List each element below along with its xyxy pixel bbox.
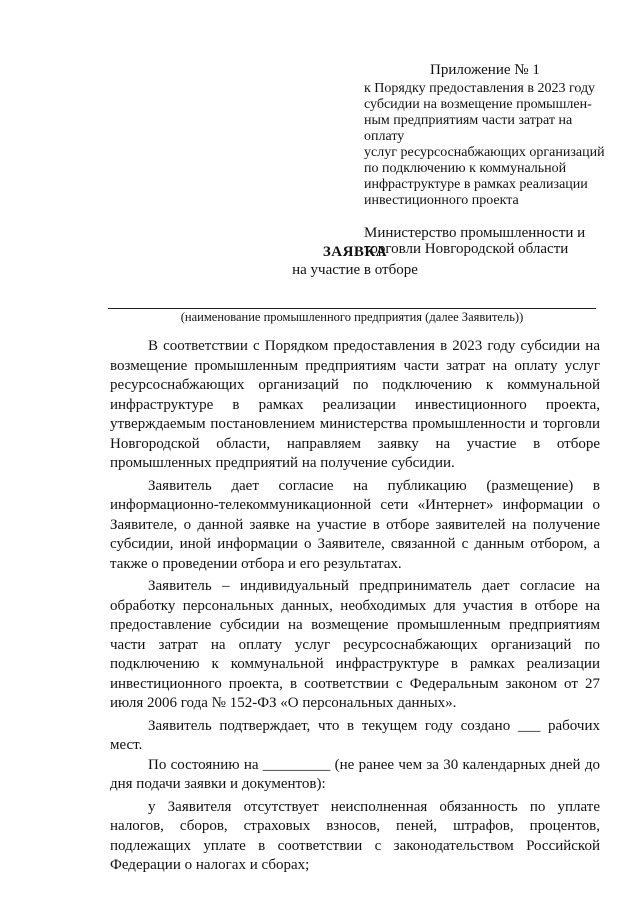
paragraph: Заявитель дает согласие на публикацию (размещение) в информационно-телекоммуникационной сети «Интернет» информации о Заявителе, о данной заявке на участие в отборе заявителей на получение субсидии, иной информации о Заявителе, связанной с данным отбором, а также о проведении отбора и его результатах. (110, 477, 600, 572)
appendix-reference: к Порядку предоставления в 2023 году субсидии на возмещение промышлен- ным предприятиям части затрат на оплату услуг ресурсоснабжающих организаций по подключению к коммунальной инфраструктуре в рамках реализации инвестиционного проекта (364, 81, 605, 208)
document-body (110, 337, 600, 876)
appendix-block (364, 62, 610, 257)
paragraph: По состоянию на _________ (не ранее чем за 30 календарных дней до дня подачи заявки и документов): (110, 756, 600, 792)
document-title: ЗАЯВКА (322, 244, 388, 260)
paragraph: у Заявителя отсутствует неисполненная обязанность по уплате налогов, сборов, страховых взносов, пеней, штрафов, процентов, подлежащих уплате в соответствии с законодательством Российской Федерации о налогах и сборах; (110, 798, 600, 873)
document-subtitle: на участие в отборе (292, 262, 418, 278)
paragraph: В соответствии с Порядком предоставления в 2023 году субсидии на возмещение промышленным предприятиям части затрат на оплату услуг ресурсоснабжающих организаций по подключению к коммунальной инфраструктуре в рамках реализации инвестиционного проекта, утверждаемым постановлением министерства промышленности и торговли Новгородской области, направляем заявку на участие в отборе промышленных предприятий на получение субсидии. (110, 338, 600, 471)
paragraph: Заявитель подтверждает, что в текущем году создано ___ рабочих мест. (110, 717, 600, 753)
appendix-number: Приложение № 1 (430, 62, 540, 78)
recipient: Министерство промышленности и торговли Новгородской области (364, 225, 586, 257)
paragraph: Заявитель – индивидуальный предприниматель дает согласие на обработку персональных данных, необходимых для участия в отборе на предоставление субсидии на возмещение промышленным предприятиям части затрат на оплату услуг ресурсоснабжающих организаций по подключению к коммунальной инфраструктуре в рамках реализации инвестиционного проекта, в соответствии с Федеральным законом от 27 июля 2006 года № 152-ФЗ «О персональных данных». (110, 578, 600, 711)
applicant-name-caption: (наименование промышленного предприятия (далее Заявитель)) (180, 310, 524, 324)
applicant-name-line (108, 308, 596, 309)
